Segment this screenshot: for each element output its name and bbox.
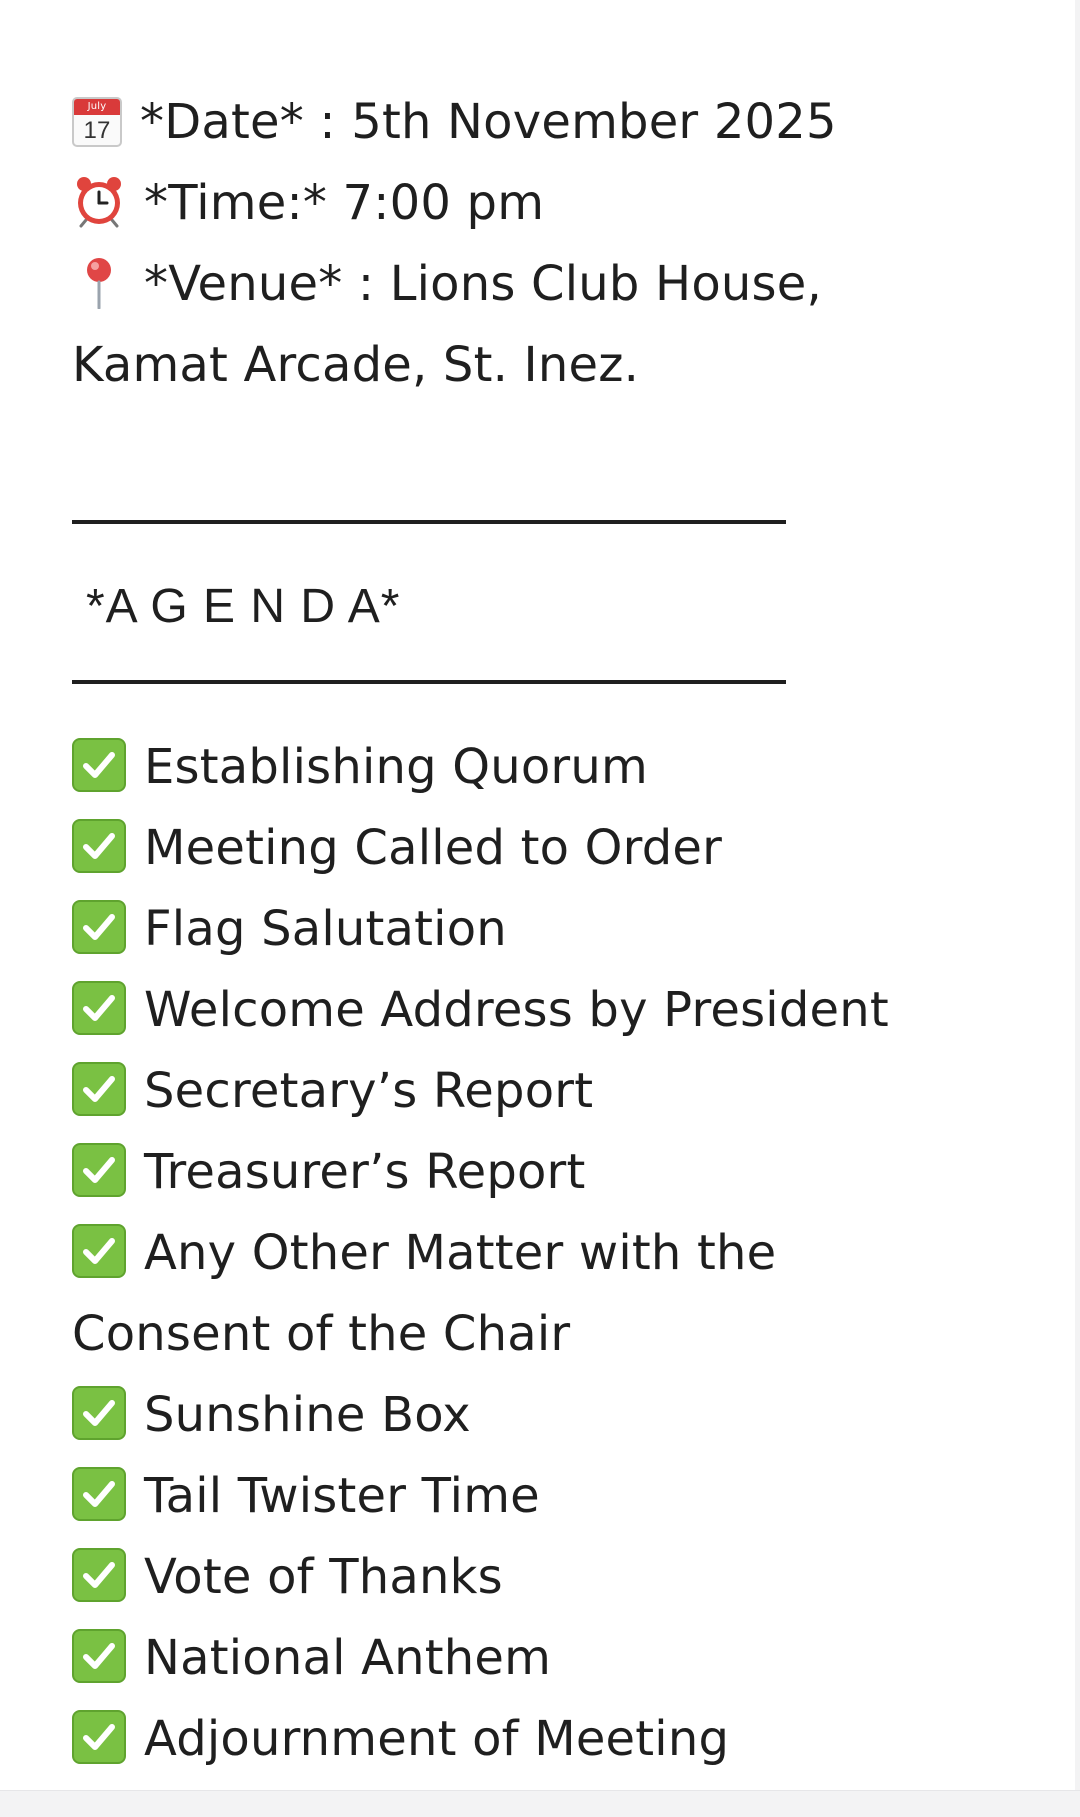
check-mark-icon: [72, 1062, 126, 1116]
check-mark-icon: [72, 738, 126, 792]
check-mark-icon: [72, 981, 126, 1035]
bottom-bar: [0, 1790, 1080, 1817]
divider-top: [72, 520, 786, 524]
venue-line: [72, 244, 972, 406]
check-mark-icon: [72, 1467, 126, 1521]
venue-text: *Venue* : Lions Club House, Kamat Arcade, St. Inez.: [72, 256, 822, 393]
agenda-item: [72, 1375, 972, 1456]
check-mark-icon: [72, 1143, 126, 1197]
check-mark-icon: [72, 1224, 126, 1278]
agenda-item: [72, 1618, 972, 1699]
agenda-item-label: National Anthem: [144, 1630, 552, 1686]
agenda-item-label: Any Other Matter with the Consent of the Chair: [72, 1225, 777, 1362]
agenda-item: [72, 970, 972, 1051]
alarm-clock-icon: [72, 172, 126, 226]
check-mark-icon: [72, 900, 126, 954]
agenda-item: [72, 1456, 972, 1537]
agenda-item: [72, 889, 972, 970]
date-line: [72, 82, 972, 163]
agenda-item-label: Sunshine Box: [144, 1387, 471, 1443]
agenda-item-label: Establishing Quorum: [144, 739, 648, 795]
agenda-item-label: Vote of Thanks: [144, 1549, 503, 1605]
divider-bottom: [72, 680, 786, 684]
agenda-item: [72, 1051, 972, 1132]
agenda-list: [72, 727, 972, 1780]
agenda-item: [72, 1132, 972, 1213]
agenda-item-label: Secretary’s Report: [144, 1063, 594, 1119]
agenda-item: [72, 1213, 972, 1375]
agenda-item: [72, 1537, 972, 1618]
agenda-item: [72, 808, 972, 889]
agenda-title: *A G E N D A*: [86, 580, 401, 633]
date-text: *Date* : 5th November 2025: [140, 94, 837, 150]
check-mark-icon: [72, 1386, 126, 1440]
check-mark-icon: [72, 1548, 126, 1602]
agenda-item-label: Welcome Address by President: [144, 982, 889, 1038]
check-mark-icon: [72, 1710, 126, 1764]
agenda-item: [72, 1699, 972, 1780]
calendar-month: July: [74, 99, 120, 115]
agenda-item-label: Treasurer’s Report: [144, 1144, 586, 1200]
check-mark-icon: [72, 1629, 126, 1683]
agenda-item-label: Adjournment of Meeting: [144, 1711, 730, 1767]
location-pin-icon: [72, 253, 126, 307]
calendar-icon: [72, 97, 122, 147]
agenda-item-label: Flag Salutation: [144, 901, 507, 957]
scroll-edge: [1075, 0, 1080, 1790]
calendar-day: 17: [83, 117, 111, 144]
time-text: *Time:* 7:00 pm: [144, 175, 545, 231]
time-line: [72, 163, 972, 244]
agenda-item: [72, 727, 972, 808]
agenda-item-label: Meeting Called to Order: [144, 820, 723, 876]
check-mark-icon: [72, 819, 126, 873]
meeting-details: [72, 82, 972, 406]
agenda-item-label: Tail Twister Time: [144, 1468, 540, 1524]
